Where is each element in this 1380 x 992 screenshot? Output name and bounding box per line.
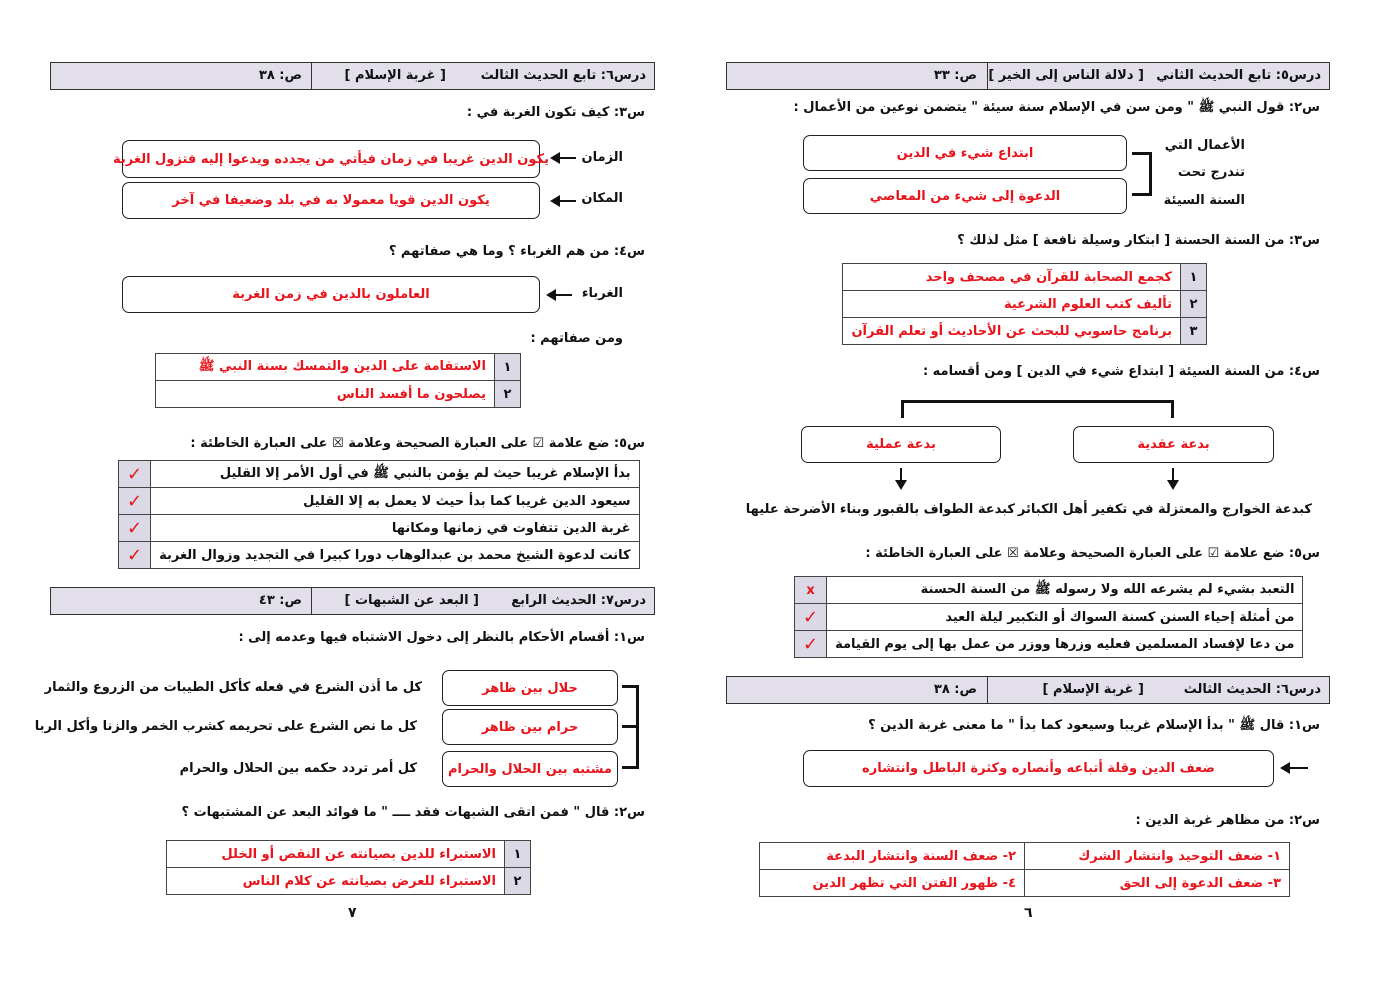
row-number: ١ (495, 354, 521, 381)
row-number: ٢ (495, 381, 521, 408)
table-cell: ١- ضعف التوحيد وانتشار الشرك (1025, 843, 1290, 870)
ruling-box: حلال بين ظاهر (442, 670, 618, 706)
benefits-table (166, 840, 531, 895)
table-row (119, 488, 640, 515)
row-text: الاستقامة على الدين والتمسك بسنة النبي ﷺ (156, 354, 495, 381)
statement: التعبد بشيء لم يشرعه الله ولا رسوله ﷺ من السنة الحسنة (827, 577, 1303, 604)
manifestations-table (759, 842, 1290, 897)
question-3: س٣: من السنة الحسنة [ ابتكار وسيلة نافعة ] مثل لذلك ؟ (957, 233, 1320, 248)
lesson-topic: [ غربة الإسلام ] (1042, 682, 1144, 697)
page-number: ٧ (348, 905, 357, 921)
table-row (795, 577, 1303, 604)
table-row (843, 318, 1207, 345)
answer-box: يكون الدين قويا معمولا به في بلد وضعيفا في آخر (122, 182, 540, 219)
check-mark-icon: ✓ (119, 515, 151, 542)
check-mark-icon: ✓ (795, 631, 827, 658)
label-line: الأعمال التي (1164, 138, 1245, 153)
row-text: الاستبراء للعرض بصيانته عن كلام الناس (167, 868, 505, 895)
item-label: الزمان (581, 150, 623, 165)
answer-box: الدعوة إلى شيء من المعاصي (803, 178, 1127, 214)
statement: من أمثلة إحياء السنن كسنة السواك أو التكبير ليلة العيد (827, 604, 1303, 631)
row-number: ٣ (1181, 318, 1207, 345)
ruling-box: مشتبه بين الحلال والحرام (442, 751, 618, 787)
page-reference: ص: ٣٨ (933, 682, 977, 697)
page-reference: ص: ٣٨ (258, 68, 302, 83)
arrow-left-icon (552, 157, 576, 159)
arrow-left-icon (1282, 767, 1308, 769)
true-false-table (118, 460, 640, 569)
answer-box: العاملون بالدين في زمن الغربة (122, 276, 540, 313)
row-number: ٢ (505, 868, 531, 895)
answer-box: ابتداع شيء في الدين (803, 135, 1127, 171)
row-number: ١ (505, 841, 531, 868)
row-number: ٢ (1181, 291, 1207, 318)
traits-table (155, 353, 521, 408)
ruling-description: كل أمر تردد حكمه بين الحلال والحرام (179, 761, 417, 776)
table-row (119, 515, 640, 542)
table-cell: ٣- ضعف الدعوة إلى الحق (1025, 870, 1290, 897)
question-3: س٣: كيف تكون الغربة في : (466, 105, 645, 120)
page-number: ٦ (1024, 905, 1033, 921)
table-row (156, 381, 521, 408)
table-cell: ٤- ظهور الفتن التي تظهر الدين (760, 870, 1025, 897)
example-text: كبدعة الطواف بالقبور وبناء الأضرحة عليها (745, 502, 1015, 517)
ruling-description: كل ما نص الشرع على تحريمه كشرب الخمر والزنا وأكل الربا (34, 719, 417, 734)
traits-label: ومن صفاتهم : (530, 331, 623, 346)
answer-mark: x (795, 577, 827, 604)
question-2: س٢: قول النبي ﷺ " ومن سن في الإسلام سنة سيئة " يتضمن نوعين من الأعمال : (793, 100, 1320, 115)
table-row (760, 843, 1290, 870)
arrow-left-icon (552, 200, 576, 202)
bracket (1132, 152, 1152, 196)
table-row (119, 461, 640, 488)
table-row (843, 291, 1207, 318)
statement: بدأ الإسلام غريبا حيث لم يؤمن بالنبي ﷺ في أول الأمر إلا القليل (151, 461, 639, 488)
lesson-topic: [ البعد عن الشبهات ] (344, 593, 479, 608)
table-row (795, 631, 1303, 658)
row-text: يصلحون ما أفسد الناس (156, 381, 495, 408)
item-label: المكان (581, 191, 623, 206)
category-box: بدعة عقدية (1073, 426, 1274, 463)
label-line: السنة السيئة (1163, 193, 1245, 208)
table-row (795, 604, 1303, 631)
table-cell: ٢- ضعف السنة وانتشار البدعة (760, 843, 1025, 870)
lesson-header (50, 62, 655, 90)
page-reference: ص: ٣٣ (933, 68, 977, 83)
examples-table (842, 263, 1207, 345)
row-number: ١ (1181, 264, 1207, 291)
question-2: س٢: قال " فمن اتقى الشبهات فقد ــــ " ما فوائد البعد عن المشتبهات ؟ (181, 805, 645, 820)
question-2b: س٢: من مظاهر غربة الدين : (1135, 813, 1320, 828)
question-4: س٤: من السنة السيئة [ ابتداع شيء في الدين ] ومن أقسامه : (922, 364, 1320, 379)
row-text: برنامج حاسوبي للبحث عن الأحاديث أو تعلم القرآن (843, 318, 1181, 345)
true-false-table (794, 576, 1303, 658)
lesson-title: درس٦: الحديث الثالث (1183, 682, 1321, 697)
table-row (167, 868, 531, 895)
statement: غربة الدين تتفاوت في زمانها ومكانها (151, 515, 639, 542)
arrow-left-icon (548, 294, 572, 296)
lesson-topic: [ غربة الإسلام ] (344, 68, 446, 83)
lesson-title: درس٥: تابع الحديث الثاني (1156, 68, 1321, 83)
lesson-topic: [ دلالة الناس إلى الخير ] (988, 68, 1144, 83)
answer-box: يكون الدين غريبا في زمان فيأتي من يجدده ويدعوا إليه فتزول الغربة (122, 140, 540, 178)
arrow-down-icon (1172, 468, 1174, 486)
check-mark-icon: ✓ (795, 604, 827, 631)
table-row (760, 870, 1290, 897)
category-box: بدعة عملية (801, 426, 1001, 463)
ruling-box: حرام بين ظاهر (442, 709, 618, 745)
question-5: س٥: ضع علامة ☑ على العبارة الصحيحة وعلامة ☒ على العبارة الخاطئة : (865, 546, 1320, 561)
question-1: س١: قال ﷺ " بدأ الإسلام غريبا وسيعود كما بدأ " ما معنى غربة الدين ؟ (868, 718, 1320, 733)
statement: كانت لدعوة الشيخ محمد بن عبدالوهاب دورا كبيرا في التجديد وزوال الغربة (151, 542, 639, 569)
bracket-tick (622, 725, 639, 728)
lesson-header (726, 62, 1330, 90)
check-mark-icon: ✓ (119, 488, 151, 515)
table-row (119, 542, 640, 569)
lesson-title: درس٦: تابع الحديث الثالث (480, 68, 646, 83)
page-reference: ص: ٤٣ (258, 593, 302, 608)
lesson-header (50, 587, 655, 615)
row-text: كجمع الصحابة للقرآن في مصحف واحد (843, 264, 1181, 291)
example-text: كبدعة الخوارج والمعتزلة في تكفير أهل الكبائر (1017, 502, 1312, 517)
row-text: تأليف كتب العلوم الشرعية (843, 291, 1181, 318)
question-1: س١: أقسام الأحكام بالنظر إلى دخول الاشتباه فيها وعدمه إلى : (238, 630, 645, 645)
table-row (156, 354, 521, 381)
row-text: الاستبراء للدين بصيانته عن النقص أو الخلل (167, 841, 505, 868)
question-4: س٤: من هم الغرباء ؟ وما هي صفاتهم ؟ (388, 244, 645, 259)
arrow-down-icon (900, 468, 902, 486)
lesson-title: درس٧: الحديث الرابع (511, 593, 646, 608)
item-label: الغرباء (581, 286, 623, 301)
check-mark-icon: ✓ (119, 461, 151, 488)
ruling-description: كل ما أذن الشرع في فعله كأكل الطيبات من الزروع والثمار (44, 680, 422, 695)
label-line: تندرج تحت (1177, 165, 1245, 180)
statement: من دعا لإفساد المسلمين فعليه وزرها ووزر من عمل بها إلى يوم القيامة (827, 631, 1303, 658)
table-row (843, 264, 1207, 291)
answer-box: ضعف الدين وقلة أتباعه وأنصاره وكثرة الباطل وانتشاره (803, 750, 1274, 787)
lesson-header (726, 676, 1330, 704)
tree-connector (901, 400, 1174, 418)
check-mark-icon: ✓ (119, 542, 151, 569)
statement: سيعود الدين غريبا كما بدأ حيث لا يعمل به إلا القليل (151, 488, 639, 515)
table-row (167, 841, 531, 868)
question-5: س٥: ضع علامة ☑ على العبارة الصحيحة وعلامة ☒ على العبارة الخاطئة : (190, 436, 645, 451)
